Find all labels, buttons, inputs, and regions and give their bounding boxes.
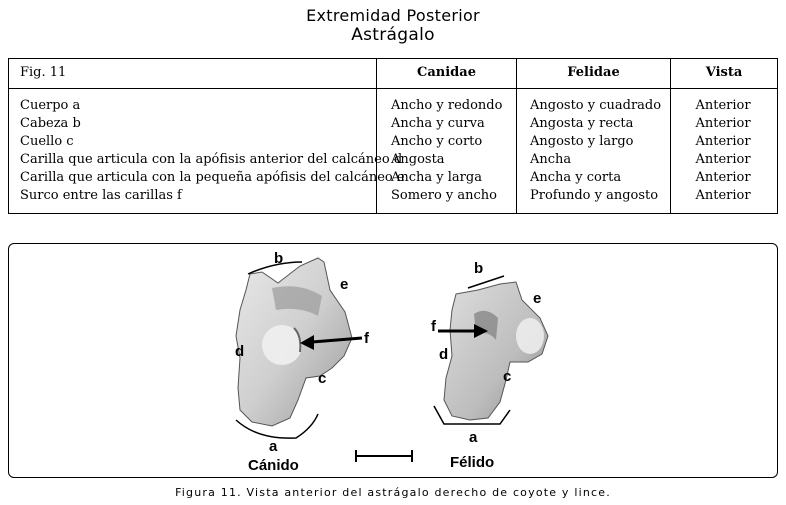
vista-cell: Anterior [695, 98, 751, 113]
canidae-cell: Ancho y redondo [391, 98, 503, 113]
feature-cell: Surco entre las carillas f [20, 188, 182, 203]
feature-cell: Cabeza b [20, 116, 81, 131]
felid-label-b: b [474, 260, 484, 277]
page-title: Extremidad Posterior [306, 6, 480, 25]
canidae-cell: Somero y ancho [391, 188, 498, 203]
felidae-cell: Angosto y cuadrado [530, 98, 662, 113]
felid-name: Félido [450, 454, 495, 471]
header-vista: Vista [705, 65, 743, 80]
canidae-cell: Ancha y curva [391, 116, 485, 131]
vista-cell: Anterior [695, 188, 751, 203]
figure-caption: Figura 11. Vista anterior del astrágalo derecho de coyote y lince. [175, 486, 611, 499]
canid-label-e: e [340, 276, 349, 293]
canid-label-b: b [274, 250, 284, 267]
felid-facet-highlight [516, 318, 544, 354]
felidae-cell: Ancha y corta [530, 170, 622, 185]
felid-label-e: e [533, 290, 542, 307]
page-subtitle: Astrágalo [351, 25, 435, 45]
felidae-cell: Ancha [530, 152, 572, 167]
felid-label-d: d [439, 346, 449, 363]
feature-cell: Carilla que articula con la pequeña apófisis del calcáneo e [20, 170, 405, 185]
felid-label-a: a [469, 429, 478, 446]
felid-label-c: c [503, 368, 512, 385]
canid-name: Cánido [248, 457, 299, 474]
canid-label-f: f [364, 330, 369, 347]
header-felidae: Felidae [567, 65, 620, 80]
felidae-cell: Angosto y largo [530, 134, 634, 149]
vista-cell: Anterior [695, 134, 751, 149]
canid-label-a: a [269, 438, 278, 455]
canid-label-d: d [235, 343, 245, 360]
canidae-cell: Ancho y corto [391, 134, 483, 149]
vista-cell: Anterior [695, 152, 751, 167]
canidae-cell: Angosta [391, 152, 445, 167]
canid-label-c: c [318, 370, 327, 387]
vista-cell: Anterior [695, 170, 751, 185]
header-canidae: Canidae [417, 65, 476, 80]
felid-label-f: f [431, 318, 436, 335]
feature-cell: Carilla que articula con la apófisis anterior del calcáneo d [20, 152, 403, 167]
header-fig: Fig. 11 [20, 65, 67, 80]
felidae-cell: Angosta y recta [530, 116, 634, 131]
feature-cell: Cuello c [20, 134, 74, 149]
felidae-cell: Profundo y angosto [530, 188, 659, 203]
feature-cell: Cuerpo a [20, 98, 81, 113]
canidae-cell: Ancha y larga [391, 170, 482, 185]
vista-cell: Anterior [695, 116, 751, 131]
